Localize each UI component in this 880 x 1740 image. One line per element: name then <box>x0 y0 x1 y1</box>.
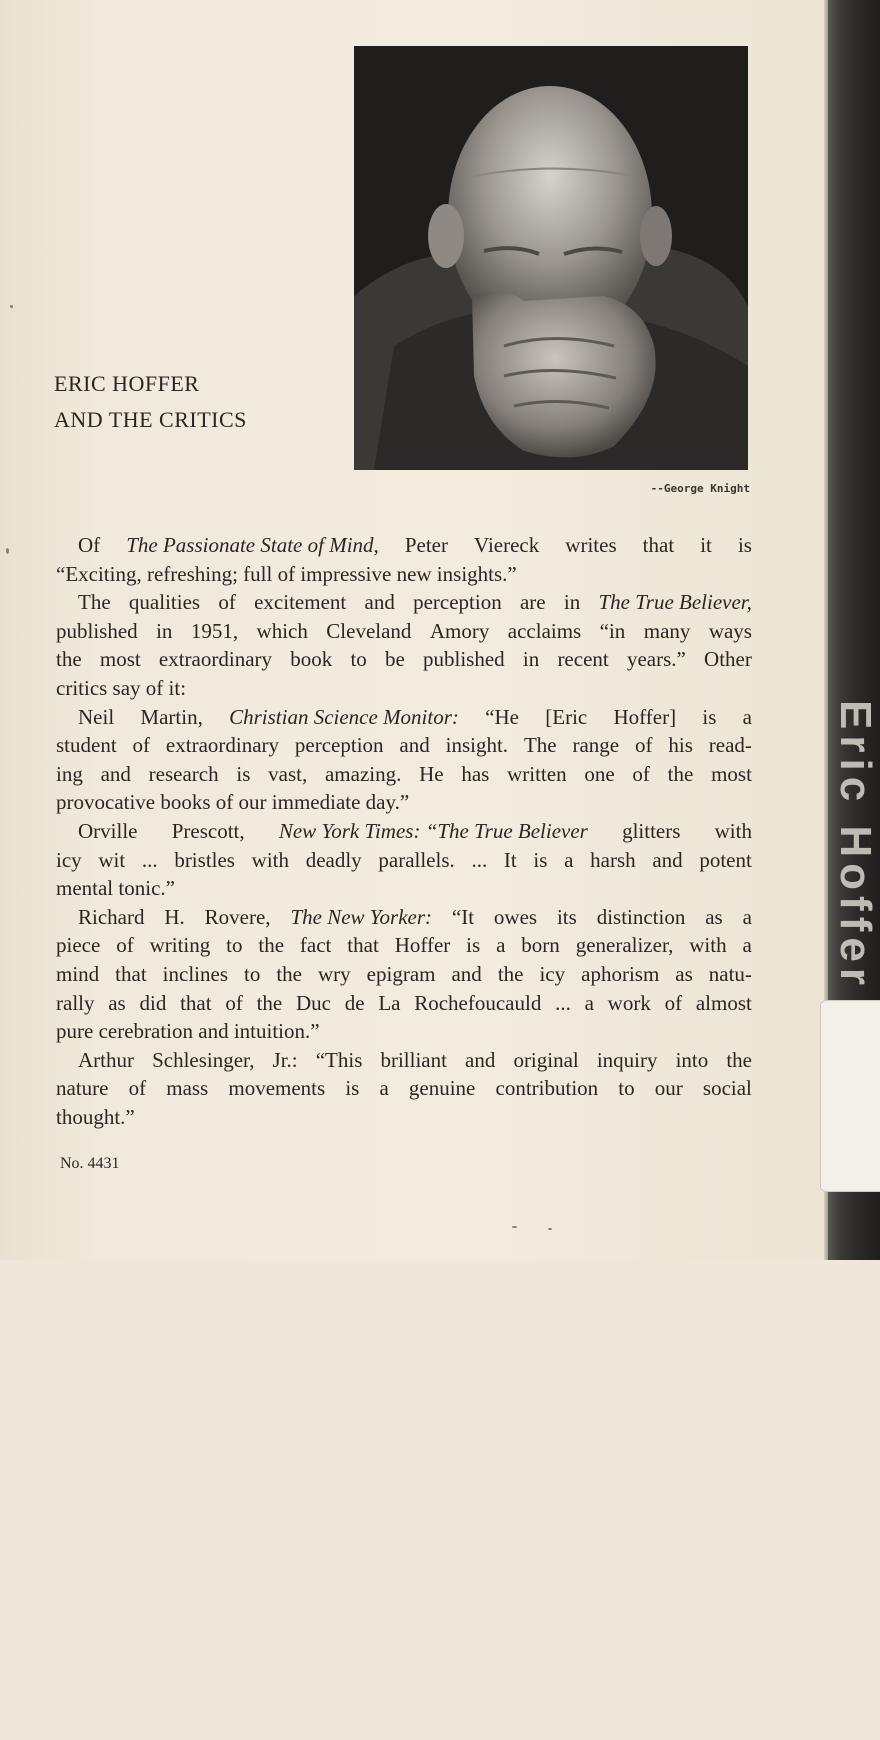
word: a <box>742 904 752 929</box>
word: our <box>654 1076 683 1101</box>
word: icy <box>56 847 82 872</box>
word: Arthur <box>78 1047 134 1072</box>
word: acclaims <box>507 618 582 643</box>
word: Amory <box>429 618 490 643</box>
word: recent <box>557 647 609 672</box>
word: pure cerebration and intuition.” <box>56 1019 320 1044</box>
photo-credit: --George Knight <box>650 482 750 495</box>
word: ... <box>141 847 158 872</box>
word: bristles <box>174 847 235 872</box>
text-line <box>56 817 752 846</box>
word: most <box>711 761 752 786</box>
word: and <box>399 733 430 758</box>
word: of <box>664 990 683 1015</box>
word: a <box>742 704 752 729</box>
word: its <box>556 904 577 929</box>
word: the <box>56 647 82 672</box>
heading-line-2: AND THE CRITICS <box>54 407 247 432</box>
word: The <box>78 590 111 615</box>
word: inquiry <box>596 1047 658 1072</box>
word: [Eric <box>545 704 588 729</box>
word: ing <box>56 761 83 786</box>
word: a <box>379 1076 389 1101</box>
word: Peter <box>404 533 448 557</box>
word: are <box>519 590 546 615</box>
text-line <box>56 931 752 960</box>
word: social <box>702 1076 752 1101</box>
critics-quotes-text <box>56 531 752 1131</box>
word: insight. <box>445 733 509 758</box>
word: inclines <box>162 961 228 986</box>
word: and <box>451 961 482 986</box>
text-line <box>56 846 752 875</box>
word: Richard <box>78 904 145 929</box>
word: Orville <box>78 818 138 843</box>
word: of <box>116 933 134 958</box>
word: aphorism <box>581 961 660 986</box>
word: to <box>618 1076 635 1101</box>
word: Prescott, <box>171 818 245 843</box>
italic-title: The Passionate State of Mind, <box>126 533 379 557</box>
word: the <box>667 761 694 786</box>
word: and <box>652 847 683 872</box>
word: Martin, <box>140 704 203 729</box>
word: and <box>100 761 131 786</box>
word: genuine <box>408 1076 476 1101</box>
word: generalizer, <box>575 933 674 958</box>
word: ... <box>555 990 571 1015</box>
word: “It <box>451 904 475 929</box>
word: the <box>726 1047 752 1072</box>
word: as <box>108 990 126 1015</box>
word: that <box>115 961 147 986</box>
word: published <box>56 618 138 643</box>
word: of <box>634 733 653 758</box>
paper-speck <box>10 305 13 308</box>
text-line <box>56 617 752 646</box>
word: of <box>132 733 151 758</box>
word: one <box>584 761 615 786</box>
page-heading <box>54 366 344 438</box>
word: is <box>702 704 717 729</box>
word: brilliant <box>380 1047 447 1072</box>
paper-speck <box>548 1228 552 1230</box>
text-line <box>56 1074 752 1103</box>
word: the <box>497 961 524 986</box>
word: of <box>225 990 243 1015</box>
word: mental tonic.” <box>56 876 175 901</box>
word: Of <box>78 533 101 557</box>
word: the <box>276 961 302 986</box>
word: movements <box>228 1076 326 1101</box>
word: of <box>632 761 650 786</box>
word: a <box>584 990 594 1015</box>
word: Other <box>704 647 752 672</box>
word: many <box>643 618 691 643</box>
word: in <box>156 618 173 643</box>
text-line <box>56 645 752 674</box>
heading-line-1: ERIC HOFFER <box>54 371 200 396</box>
word: student <box>56 733 117 758</box>
word: harsh <box>590 847 636 872</box>
word: extraordinary <box>158 647 273 672</box>
word: his <box>668 733 693 758</box>
word: is <box>533 847 548 872</box>
word: ... <box>471 847 488 872</box>
word: amazing. <box>324 761 402 786</box>
word: read- <box>708 733 752 758</box>
word: with <box>689 933 727 958</box>
text-line <box>56 760 752 789</box>
word: as <box>675 961 693 986</box>
text-line <box>56 1046 752 1075</box>
word: qualities <box>128 590 201 615</box>
italic-title: The True Believer, <box>598 590 752 615</box>
word: with <box>714 818 752 843</box>
word: “This <box>315 1047 363 1072</box>
word: writes <box>565 533 617 557</box>
word: critics say of it: <box>56 675 187 700</box>
word: work <box>607 990 651 1015</box>
word: Neil <box>78 704 115 729</box>
text-line <box>56 674 752 703</box>
word: and <box>465 1047 496 1072</box>
word: of <box>128 1076 147 1101</box>
word: mass <box>166 1076 209 1101</box>
word: parallels. <box>378 847 455 872</box>
word: that <box>642 533 675 557</box>
word: provocative books of our immediate day.” <box>56 790 410 815</box>
word: ways <box>708 618 752 643</box>
word: of <box>218 590 236 615</box>
word: be <box>384 647 405 672</box>
word: H. <box>164 904 185 929</box>
word: thought.” <box>56 1104 135 1129</box>
word: research <box>148 761 219 786</box>
word: Cleveland <box>326 618 412 643</box>
word: It <box>503 847 517 872</box>
word: Duc <box>295 990 331 1015</box>
word: excitement <box>254 590 347 615</box>
word: glitters <box>622 818 681 843</box>
word: icy <box>539 961 566 986</box>
text-line <box>56 874 752 903</box>
word: vast, <box>268 761 308 786</box>
word: it <box>700 533 712 557</box>
word: “He <box>485 704 519 729</box>
word: is <box>466 933 481 958</box>
word: is <box>236 761 251 786</box>
word: potent <box>699 847 752 872</box>
word: original <box>513 1047 579 1072</box>
word: “in <box>599 618 626 643</box>
text-line <box>56 1017 752 1046</box>
word: wit <box>98 847 126 872</box>
word: distinction <box>596 904 686 929</box>
word: perception <box>413 590 502 615</box>
word: 1951, <box>190 618 239 643</box>
word: Viereck <box>474 533 540 557</box>
word: wry <box>318 961 351 986</box>
word: is <box>345 1076 360 1101</box>
text-line <box>56 731 752 760</box>
word: is <box>737 533 752 557</box>
word: years.” <box>626 647 686 672</box>
word: a <box>742 933 752 958</box>
paper-speck <box>6 548 9 554</box>
text-line <box>56 588 752 617</box>
word: piece <box>56 933 101 958</box>
word: extraordinary <box>165 733 280 758</box>
author-portrait <box>354 46 748 470</box>
text-line <box>56 960 752 989</box>
text-line <box>56 989 752 1018</box>
word: epigram <box>366 961 436 986</box>
word: born <box>521 933 560 958</box>
paper-speck <box>512 1226 517 1228</box>
word: perception <box>294 733 384 758</box>
word: in <box>522 647 540 672</box>
word: the <box>258 933 285 958</box>
word: Hoffer <box>394 933 451 958</box>
word: to <box>244 961 261 986</box>
word: most <box>99 647 141 672</box>
text-line <box>56 531 752 560</box>
word: Schlesinger, <box>152 1047 255 1072</box>
word: Hoffer] <box>613 704 677 729</box>
word: as <box>705 904 723 929</box>
word: Rochefoucauld <box>414 990 542 1015</box>
text-line <box>56 788 752 817</box>
word: a <box>496 933 506 958</box>
word: He <box>419 761 444 786</box>
word: written <box>507 761 567 786</box>
word: contribution <box>495 1076 599 1101</box>
library-label <box>820 1000 880 1192</box>
word: mind <box>56 961 100 986</box>
word: deadly <box>305 847 362 872</box>
word: the <box>256 990 283 1015</box>
word: which <box>256 618 308 643</box>
word: to <box>226 933 243 958</box>
word: natu- <box>708 961 752 986</box>
word: “Exciting, refreshing; full of impressive new insights.” <box>56 561 517 586</box>
word: that <box>180 990 212 1015</box>
word: owes <box>493 904 538 929</box>
word: with <box>251 847 290 872</box>
word: rally <box>56 990 95 1015</box>
portrait-photo-icon <box>354 46 748 470</box>
word: to <box>350 647 367 672</box>
italic-title: Christian Science Monitor: <box>229 704 459 729</box>
word: in <box>563 590 581 615</box>
word: has <box>461 761 490 786</box>
word: a <box>564 847 574 872</box>
word: de <box>344 990 365 1015</box>
word: almost <box>695 990 752 1015</box>
text-line <box>56 903 752 932</box>
word: Rovere, <box>204 904 271 929</box>
word: book <box>290 647 333 672</box>
word: range <box>572 733 620 758</box>
word: published <box>423 647 505 672</box>
word: Jr.: <box>272 1047 298 1072</box>
word: and <box>364 590 395 615</box>
word: nature <box>56 1076 109 1101</box>
word: writing <box>149 933 211 958</box>
word: did <box>139 990 167 1015</box>
italic-title: The New Yorker: <box>290 904 433 929</box>
text-line <box>56 1103 752 1132</box>
word: The <box>523 733 557 758</box>
text-line <box>56 703 752 732</box>
spine-title: Eric Hoffer <box>831 700 880 991</box>
word: into <box>675 1047 709 1072</box>
text-line <box>56 560 752 589</box>
word: La <box>378 990 401 1015</box>
italic-title: New York Times: “The True Believer <box>278 818 588 843</box>
word: fact <box>299 933 332 958</box>
word: that <box>347 933 379 958</box>
catalog-number: No. 4431 <box>60 1155 120 1172</box>
